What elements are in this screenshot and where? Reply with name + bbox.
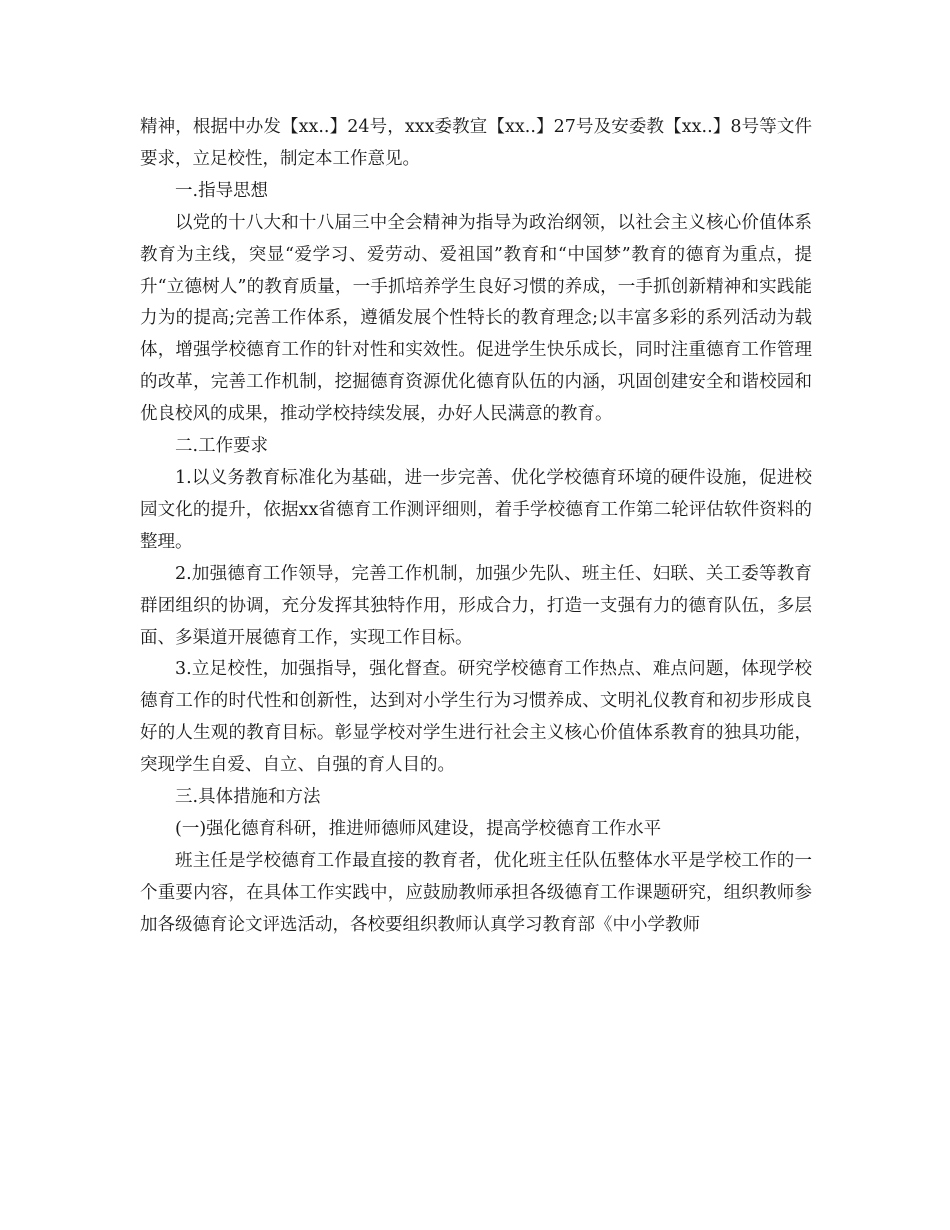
section-heading-measures: 三.具体措施和方法 [175,787,321,808]
section-heading-guiding-ideology: 一.指导思想 [175,180,269,201]
document-body [140,112,812,942]
section-heading-work-requirements: 二.工作要求 [175,436,269,457]
paragraph-intro-continuation: 精神，根据中办发【xx..】24号，xxx委教宣【xx..】27号及安委教【xx..】8号等文件要求，立足校性，制定本工作意见。 [140,117,812,169]
paragraph-requirement-3: 3.立足校性，加强指导，强化督查。研究学校德育工作热点、难点问题，体现学校德育工作的时代性和创新性，达到对小学生行为习惯养成、文明礼仪教育和初步形成良好的人生观的教育目标。彰显学校对学生进行社会主义核心价值体系教育的独具功能，突现学生自爱、自立、自强的育人目的。 [140,659,812,776]
subsection-heading-1: (一)强化德育科研，推进师德师风建设，提高学校德育工作水平 [175,818,662,839]
paragraph-requirement-2: 2.加强德育工作领导，完善工作机制，加强少先队、班主任、妇联、关工委等教育群团组织的协调，充分发挥其独特作用，形成合力，打造一支强有力的德育队伍，多层面、多渠道开展德育工作，实现工作目标。 [140,563,812,648]
paragraph-guiding-ideology: 以党的十八大和十八届三中全会精神为指导为政治纲领，以社会主义核心价值体系教育为主线，突显“爱学习、爱劳动、爱祖国”教育和“中国梦”教育的德育为重点，提升“立德树人”的教育质量，一手抓培养学生良好习惯的养成，一手抓创新精神和实践能力为的提高;完善工作体系，遵循发展个性特长的教育理念;以丰富多彩的系列活动为载体，增强学校德育工作的针对性和实效性。促进学生快乐成长，同时注重德育工作管理的改革，完善工作机制，挖掘德育资源优化德育队伍的内涵，巩固创建安全和谐校园和优良校风的成果，推动学校持续发展，办好人民满意的教育。 [140,212,812,425]
paragraph-head-teacher: 班主任是学校德育工作最直接的教育者，优化班主任队伍整体水平是学校工作的一个重要内容，在具体工作实践中，应鼓励教师承担各级德育工作课题研究，组织教师参加各级德育论文评选活动，各校要组织教师认真学习教育部《中小学教师 [140,850,812,935]
paragraph-requirement-1: 1.以义务教育标准化为基础，进一步完善、优化学校德育环境的硬件设施，促进校园文化的提升，依据xx省德育工作测评细则，着手学校德育工作第二轮评估软件资料的整理。 [140,467,812,552]
